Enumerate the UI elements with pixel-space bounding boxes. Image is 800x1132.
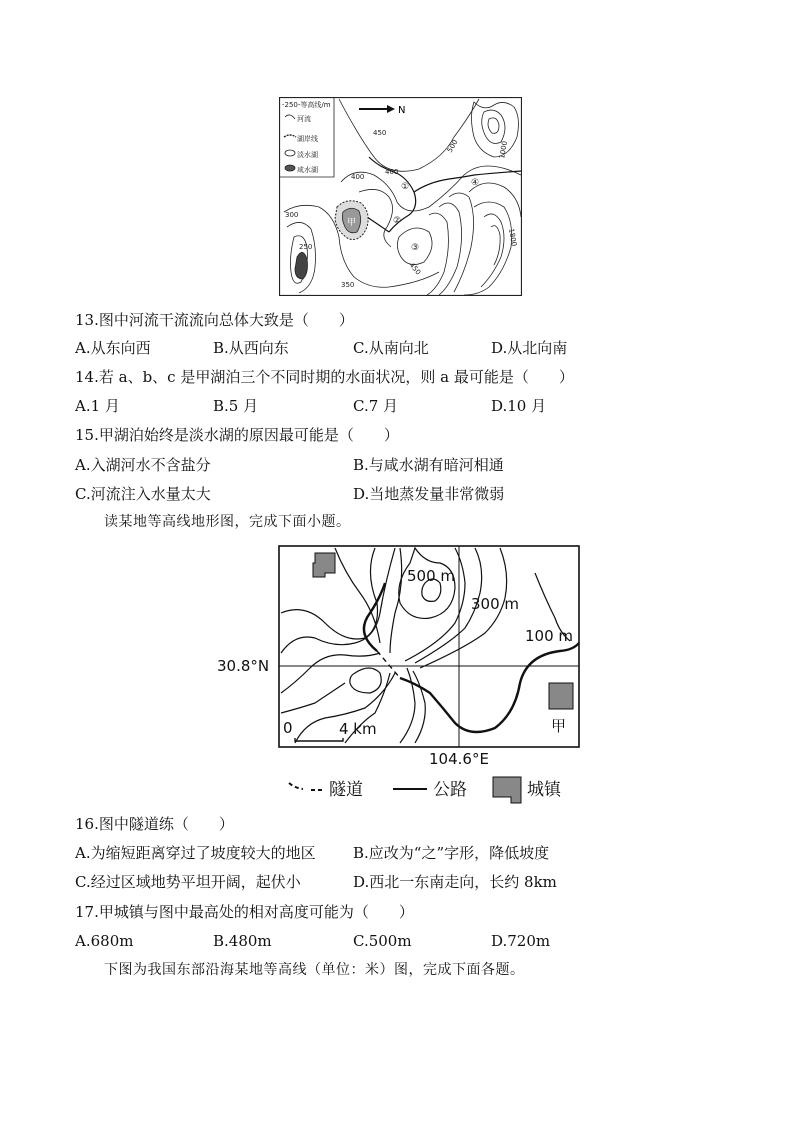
contour-400a-label: 400 (351, 173, 365, 181)
contour-500m-label: 500 m (407, 567, 456, 585)
legend-road-label: 公路 (433, 780, 467, 800)
town-jia-icon (549, 683, 573, 709)
latitude-label: 30.8°N (217, 657, 270, 675)
legend-contour: -250-等高线/m (282, 101, 331, 109)
contour-300m-label: 300 m (471, 595, 520, 613)
contour-450-label: 450 (373, 129, 387, 137)
q16-option-d[interactable]: D.西北一东南走向，长约 8km (353, 873, 557, 891)
q13-option-b[interactable]: B.从西向东 (213, 339, 289, 357)
contour-400b-label: 400 (385, 168, 399, 176)
north-label: N (398, 105, 406, 116)
scale-label: 4 km (339, 720, 377, 738)
legend-salt: 咸水湖 (297, 166, 318, 174)
scale-zero-label: 0 (283, 719, 293, 737)
town-icon (313, 553, 335, 577)
q16-option-c[interactable]: C.经过区域地势平坦开阔，起伏小 (75, 873, 301, 891)
salt-lake-legend-icon (285, 165, 295, 171)
q17-option-a[interactable]: A.680m (75, 932, 134, 950)
tunnel-legend-icon (289, 783, 323, 790)
contour-1000-label: 1000 (498, 140, 510, 160)
contour-300-label: 300 (285, 211, 299, 219)
intro-text-2: 下图为我国东部沿海某地等高线（单位：米）图，完成下面各题。 (104, 962, 525, 978)
contour-500-label: 500 (445, 138, 460, 154)
q17-option-d[interactable]: D.720m (491, 932, 551, 950)
q14-option-a[interactable]: A.1 月 (75, 397, 120, 415)
q14-option-c[interactable]: C.7 月 (353, 397, 399, 415)
q17-stem: 17.甲城镇与图中最高处的相对高度可能为（ ） (75, 903, 414, 921)
q15-option-c[interactable]: C.河流注入水量太大 (75, 485, 211, 503)
lake-contour-map (279, 97, 522, 296)
contour-1800-label: 1800 (507, 227, 519, 247)
point-4-label: ④ (471, 178, 480, 188)
fresh-lake-legend-icon (285, 150, 295, 156)
map2-legend (289, 777, 562, 803)
town-jia-label: 甲 (551, 717, 567, 735)
q15-option-a[interactable]: A.入湖河水不含盐分 (75, 456, 211, 474)
q16-option-a[interactable]: A.为缩短距离穿过了坡度较大的地区 (75, 844, 316, 862)
q13-option-a[interactable]: A.从东向西 (75, 339, 151, 357)
point-1-label: ① (401, 182, 410, 192)
longitude-label: 104.6°E (429, 750, 489, 768)
legend-river: 河流 (297, 115, 311, 123)
legend-tunnel-label: 隧道 (329, 780, 363, 800)
q16-option-b[interactable]: B.应改为“之”字形，降低坡度 (353, 844, 550, 862)
q14-stem: 14.若 a、b、c 是甲湖泊三个不同时期的水面状况，则 a 最可能是（ ） (75, 368, 574, 386)
intro-text-1: 读某地等高线地形图，完成下面小题。 (104, 514, 351, 530)
q16-stem: 16.图中隧道练（ ） (75, 815, 234, 833)
q13-option-c[interactable]: C.从南向北 (353, 339, 429, 357)
q13-stem: 13.图中河流干流流向总体大致是（ ） (75, 311, 354, 329)
contour-100m-label: 100 m (525, 627, 574, 645)
lake-jia-label: 甲 (347, 218, 357, 228)
legend-town-label: 城镇 (527, 780, 561, 800)
contour-450b-label: 450 (407, 261, 423, 277)
contour-350-label: 350 (341, 281, 355, 289)
legend-fresh: 淡水湖 (297, 151, 318, 159)
q15-option-b[interactable]: B.与咸水湖有暗河相通 (353, 456, 504, 474)
q13-option-d[interactable]: D.从北向南 (491, 339, 568, 357)
q15-stem: 15.甲湖泊始终是淡水湖的原因最可能是（ ） (75, 426, 399, 444)
q15-option-d[interactable]: D.当地蒸发量非常微弱 (353, 485, 505, 503)
contour-250-label: 250 (299, 243, 313, 251)
q14-option-b[interactable]: B.5 月 (213, 397, 259, 415)
q17-option-c[interactable]: C.500m (353, 932, 412, 950)
tunnel-contour-map (215, 543, 585, 805)
point-2-label: ② (393, 216, 402, 226)
legend-shore: 湖岸线 (297, 135, 318, 143)
town-legend-icon (493, 777, 521, 803)
q14-option-d[interactable]: D.10 月 (491, 397, 547, 415)
point-3-label: ③ (411, 243, 420, 253)
q17-option-b[interactable]: B.480m (213, 932, 272, 950)
